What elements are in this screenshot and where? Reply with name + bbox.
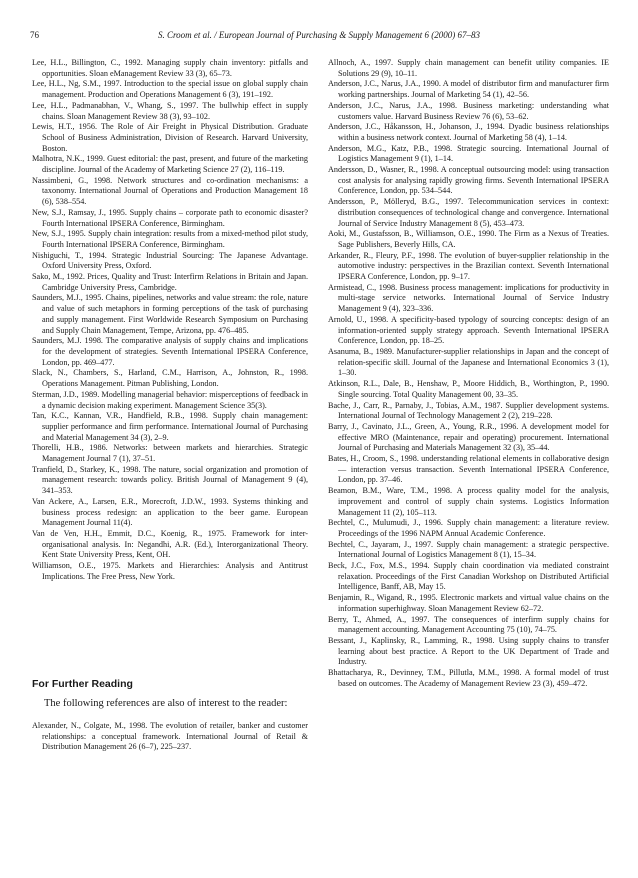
reference-entry: Van de Ven, H.H., Emmit, D.C., Koenig, R., 1975. Framework for inter-organisational analysis. In: Negandhi, A.R. (Ed.), Interorganizational Theory. Kent State University Press, Kent, OH. [32, 528, 308, 560]
reference-entry: Tranfield, D., Starkey, K., 1998. The nature, social organization and promotion of management research: towards policy. British Journal of Management 9 (4), 341–353. [32, 464, 308, 496]
further-reading-heading: For Further Reading [32, 678, 133, 691]
page-number: 76 [30, 30, 39, 40]
page-header [30, 30, 608, 44]
reference-entry: Bhattacharya, R., Devinney, T.M., Pillutla, M.M., 1998. A formal model of trust based on outcomes. The Academy of Management Review 23 (3), 459–472. [328, 668, 609, 688]
reference-entry: Atkinson, R.L., Dale, B., Henshaw, P., Moore Hiddich, B., Worthington, P., 1990. Single sourcing. Total Quality Management 00, 33–35. [328, 379, 609, 399]
reference-entry: Bache, J., Carr, R., Parnaby, J., Tobias, A.M., 1987. Supplier development systems. International Journal of Technology Management 2 (2), 219–228. [328, 400, 609, 421]
running-head: S. Croom et al. / European Journal of Purchasing & Supply Management 6 (2000) 67–83 [158, 30, 480, 40]
reference-entry: Arkander, R., Fleury, P.F., 1998. The evolution of buyer-supplier relationship in the automotive industry: perspectives in the Brazilian context. Seventh International IPSERA Conference, London, pp. 9–17. [328, 250, 609, 282]
further-reading-list [32, 721, 308, 753]
reference-entry: Saunders, M.J. 1998. The comparative analysis of supply chains and implications for the development of strategies. Seventh International IPSERA Conference, London, pp. 469–477. [32, 336, 308, 367]
reference-entry: Van Ackere, A., Larsen, E.R., Morecroft, J.D.W., 1993. Systems thinking and business process redesign: an application to the beer game. European Management Journal 11(4). [32, 496, 308, 528]
left-column [32, 58, 308, 753]
reference-entry: Anderson, J.C., Håkansson, H., Johanson, J., 1994. Dyadic business relationships within a business network context. Journal of Marketing 58 (4), 1–14. [328, 122, 609, 142]
reference-entry: Anderson, J.C., Narus, J.A., 1990. A model of distributor firm and manufacturer firm working partnerships. Journal of Marketing 54 (1), 42–56. [328, 79, 609, 100]
reference-list-left [32, 58, 308, 582]
reference-entry: Slack, N., Chambers, S., Harland, C.M., Harrison, A., Johnston, R., 1998. Operations Management. Pitman Publishing, London. [32, 368, 308, 389]
reference-entry: Saunders, M.J., 1995. Chains, pipelines, networks and value stream: the role, nature and value of such metaphors in forming perceptions of the task of purchasing and supply management. First Worldwide Research Symposium on Purchasing and Supply Chain Management, Tempe, Arizona, pp. 476–485. [32, 293, 308, 335]
reference-entry: Anderson, M.G., Katz, P.B., 1998. Strategic sourcing. International Journal of Logistics Management 9 (1), 1–14. [328, 143, 609, 164]
reference-entry: Tan, K.C., Kannan, V.R., Handfield, R.B., 1998. Supply chain management: supplier performance and firm performance. International Journal of Purchasing and Material Management 34 (3), 2–9. [32, 411, 308, 442]
reference-entry: Beck, J.C., Fox, M.S., 1994. Supply chain coordination via mediated constraint relaxation. Proceedings of the First Canadian Workshop on Distributed Artificial Intelligence, Banff, AB, May 15. [328, 561, 609, 592]
reference-entry: Andersson, D., Wasner, R., 1998. A conceptual outsourcing model: using transaction cost analysis for analysing rapidly growing firms. Seventh International IPSERA Conference, London, pp. 534–544. [328, 165, 609, 196]
reference-entry: Beamon, B.M., Ware, T.M., 1998. A process quality model for the analysis, improvement and control of supply chain systems. Logistics Information Management 11 (2), 105–113. [328, 486, 609, 517]
reference-entry: Lee, H.L., Billington, C., 1992. Managing supply chain inventory: pitfalls and opportunities. Sloan eManagement Review 33 (3), 65–73. [32, 58, 308, 78]
reference-entry: Nassimbeni, G., 1998. Network structures and co-ordination mechanisms: a taxonomy. International Journal of Operations and Production Management 18 (6), 538–554. [32, 175, 308, 207]
reference-entry: Lee, H.L., Ng, S.M., 1997. Introduction to the special issue on global supply chain management. Production and Operations Management 6 (3), 191–192. [32, 79, 308, 100]
reference-entry: Bechtel, C., Jayaram, J., 1997. Supply chain management: a strategic perspective. International Journal of Logistics Management 8 (1), 15–34. [328, 539, 609, 560]
reference-entry: Bessant, J., Kaplinsky, R., Lamming, R., 1998. Using supply chains to transfer learning about best practice. A Report to the UK Department of Trade and Industry. [328, 635, 609, 667]
reference-entry: Lee, H.L., Padmanabhan, V., Whang, S., 1997. The bullwhip effect in supply chains. Sloan Management Review 38 (3), 93–102. [32, 100, 308, 121]
reference-entry: Sako, M., 1992. Prices, Quality and Trust: Interfirm Relations in Britain and Japan. Cambridge University Press, Cambridge. [32, 272, 308, 292]
reference-entry: Arnold, U., 1998. A specificity-based typology of sourcing concepts: design of an information-oriented supply strategy approach. Seventh International IPSERA Conference, London, pp. 18–25. [328, 314, 609, 346]
reference-entry: Lewis, H.T., 1956. The Role of Air Freight in Physical Distribution. Graduate School of Business Administration, Division of Research. Harvard University, Boston. [32, 122, 308, 153]
reference-entry: Bates, H., Croom, S., 1998. understanding relational elements in collaborative design — interaction versus transaction. Seventh International IPSERA Conference, London, pp. 37–46. [328, 454, 609, 485]
reference-entry: Andersson, P., Mölleryd, B.G., 1997. Telecommunication services in context: distribution consequences of technological change and convergence. International Journal of Service Industry Management 8 (5), 453–473. [328, 197, 609, 228]
reference-entry: Thorelli, H.B., 1986. Networks: between markets and hierarchies. Strategic Management Journal 7 (1), 37–51. [32, 443, 308, 464]
reference-entry: Alexander, N., Colgate, M., 1998. The evolution of retailer, banker and customer relationships: a conceptual framework. International Journal of Retail & Distribution Management 26 (6–7), 225–237. [32, 720, 308, 752]
reference-entry: Asanuma, B., 1989. Manufacturer-supplier relationships in Japan and the concept of relation-specific skill. Journal of the Japanese and International Economics 3 (1), 1–30. [328, 346, 609, 378]
reference-entry: New, S.J., Ramsay, J., 1995. Supply chains – corporate path to economic disaster? Fourth International IPSERA Conference, Birmingham. [32, 207, 308, 228]
reference-entry: Berry, T., Ahmed, A., 1997. The consequences of interfirm supply chains for management accounting. Management Accounting 75 (10), 74–75. [328, 614, 609, 635]
reference-entry: Armistead, C., 1998. Business process management: implications for productivity in multi-stage service networks. International Journal of Service Industry Management 9 (4), 323–336. [328, 282, 609, 314]
reference-entry: Allnoch, A., 1997. Supply chain management can benefit utility companies. IE Solutions 29 (9), 10–11. [328, 58, 609, 78]
reference-entry: Williamson, O.E., 1975. Markets and Hierarchies: Analysis and Antitrust Implications. The Free Press, New York. [32, 561, 308, 581]
reference-entry: Malhotra, N.K., 1999. Guest editorial: the past, present, and future of the marketing discipline. Journal of the Academy of Marketing Science 27 (2), 116–119. [32, 154, 308, 175]
reference-entry: Aoki, M., Gustafsson, B., Williamson, O.E., 1990. The Firm as a Nexus of Treaties. Sage Publishers, Beverly Hills, CA. [328, 229, 609, 249]
right-column [328, 58, 609, 689]
reference-entry: Bechtel, C., Mulumudi, J., 1996. Supply chain management: a literature review. Proceedings of the 1996 NAPM Annual Academic Conference. [328, 518, 609, 538]
reference-entry: Anderson, J.C., Narus, J.A., 1998. Business marketing: understanding what customers value. Harvard Business Review 76 (6), 53–62. [328, 100, 609, 121]
reference-entry: New, S.J., 1995. Supply chain integration: results from a mixed-method pilot study, Fourth International IPSERA Conference, Birmingham. [32, 229, 308, 249]
reference-entry: Sterman, J.D., 1989. Modelling managerial behavior: misperceptions of feedback in a dynamic decision making experiment. Management Science 35(3). [32, 389, 308, 410]
reference-entry: Barry, J., Cavinato, J.L., Green, A., Young, R.R., 1996. A development model for effective MRO (Maintenance, repair and operating) procurement. International Journal of Purchasing and Materials Management 32 (3), 35–44. [328, 421, 609, 453]
reference-entry: Nishiguchi, T., 1994. Strategic Industrial Sourcing: The Japanese Advantage. Oxford University Press, Oxford. [32, 250, 308, 271]
reference-list-right [328, 58, 609, 689]
further-reading-intro: The following references are also of interest to the reader: [44, 698, 288, 710]
reference-entry: Benjamin, R., Wigand, R., 1995. Electronic markets and virtual value chains on the information superhighway. Sloan Management Review 62–72. [328, 593, 609, 613]
